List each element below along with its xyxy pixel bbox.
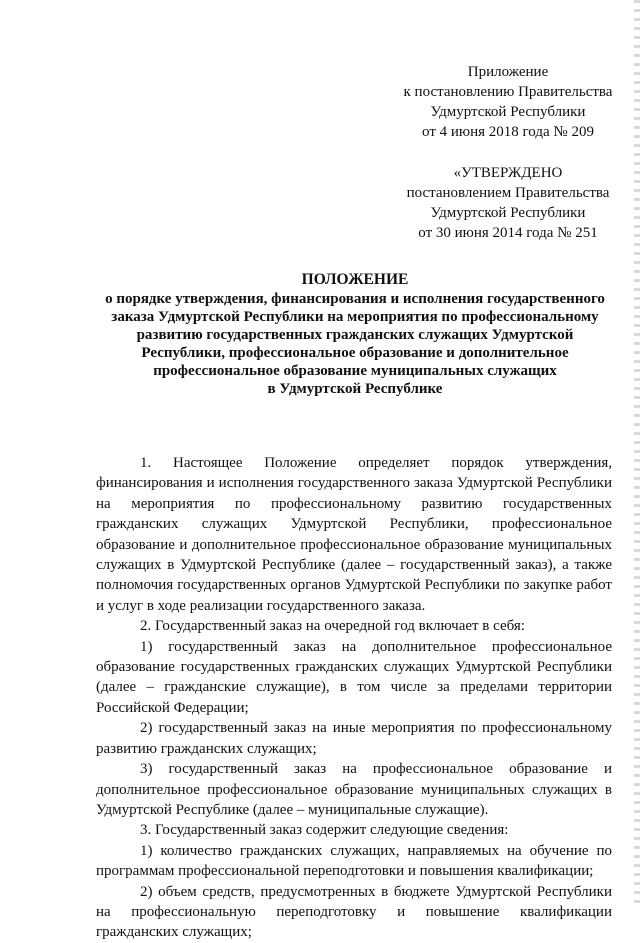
approved-line: постановлением Правительства	[406, 185, 610, 201]
paragraph: 3) государственный заказ на профессиональное образование и дополнительное профессиональное образование муниципальных служащих в Удмуртской Республике (далее – муниципальные служащие).	[96, 761, 612, 818]
approved-line: «УТВЕРЖДЕНО	[453, 165, 563, 181]
paragraph: 2) государственный заказ на иные мероприятия по профессиональному развитию гражданских служащих;	[96, 720, 612, 757]
paragraph: 1) количество гражданских служащих, направляемых на обучение по программам профессиональной переподготовки и повышения квалификации;	[96, 842, 612, 880]
title-line: развитию государственных гражданских служащих Удмуртской	[136, 327, 574, 343]
title-line: Республики, профессиональное образование и дополнительное	[141, 345, 569, 361]
paragraph: 2) объем средств, предусмотренных в бюджете Удмуртской Республики на профессиональную переподготовку и повышение квалификации гражданских служащих;	[96, 883, 612, 941]
appendix-line: от 4 июня 2018 года № 209	[422, 124, 594, 140]
approved-header	[392, 163, 624, 243]
paragraph: 3. Государственный заказ содержит следующие сведения:	[140, 822, 509, 839]
approved-line: Удмуртской Республики	[430, 205, 586, 221]
title-line: в Удмуртской Республике	[267, 381, 443, 397]
title-line: о порядке утверждения, финансирования и исполнения государственного	[105, 291, 605, 307]
paragraph: 1) государственный заказ на дополнительное профессиональное образование государственных гражданских служащих Удмуртской Республики (далее – гражданские служащие), в том числе за пределами территории Российской Федерации;	[96, 638, 612, 716]
appendix-line: Удмуртской Республики	[430, 104, 586, 120]
document-body	[96, 453, 612, 943]
title-line: заказа Удмуртской Республики на мероприятия по профессиональному	[111, 309, 599, 325]
title-line: профессиональное образование муниципальных служащих	[153, 363, 557, 379]
title-main: ПОЛОЖЕНИЕ	[301, 271, 409, 288]
document-title	[96, 271, 614, 398]
appendix-line: к постановлению Правительства	[403, 84, 613, 100]
paragraph: 1. Настоящее Положение определяет порядок утверждения, финансирования и исполнения государственного заказа Удмуртской Республики на мероприятия по профессиональному развитию государственных гражданских служащих Удмуртской Республики, профессиональное образование и дополнительное профессиональное образование муниципальных служащих в Удмуртской Республике (далее – государственный заказ), а также полномочия государственных органов Удмуртской Республики по закупке работ и услуг в ходе реализации государственного заказа.	[96, 455, 612, 614]
appendix-header	[392, 62, 624, 142]
paragraph: 2. Государственный заказ на очередной год включает в себя:	[140, 618, 525, 635]
scan-edge	[634, 0, 640, 905]
appendix-line: Приложение	[467, 64, 549, 80]
approved-line: от 30 июня 2014 года № 251	[418, 225, 598, 241]
